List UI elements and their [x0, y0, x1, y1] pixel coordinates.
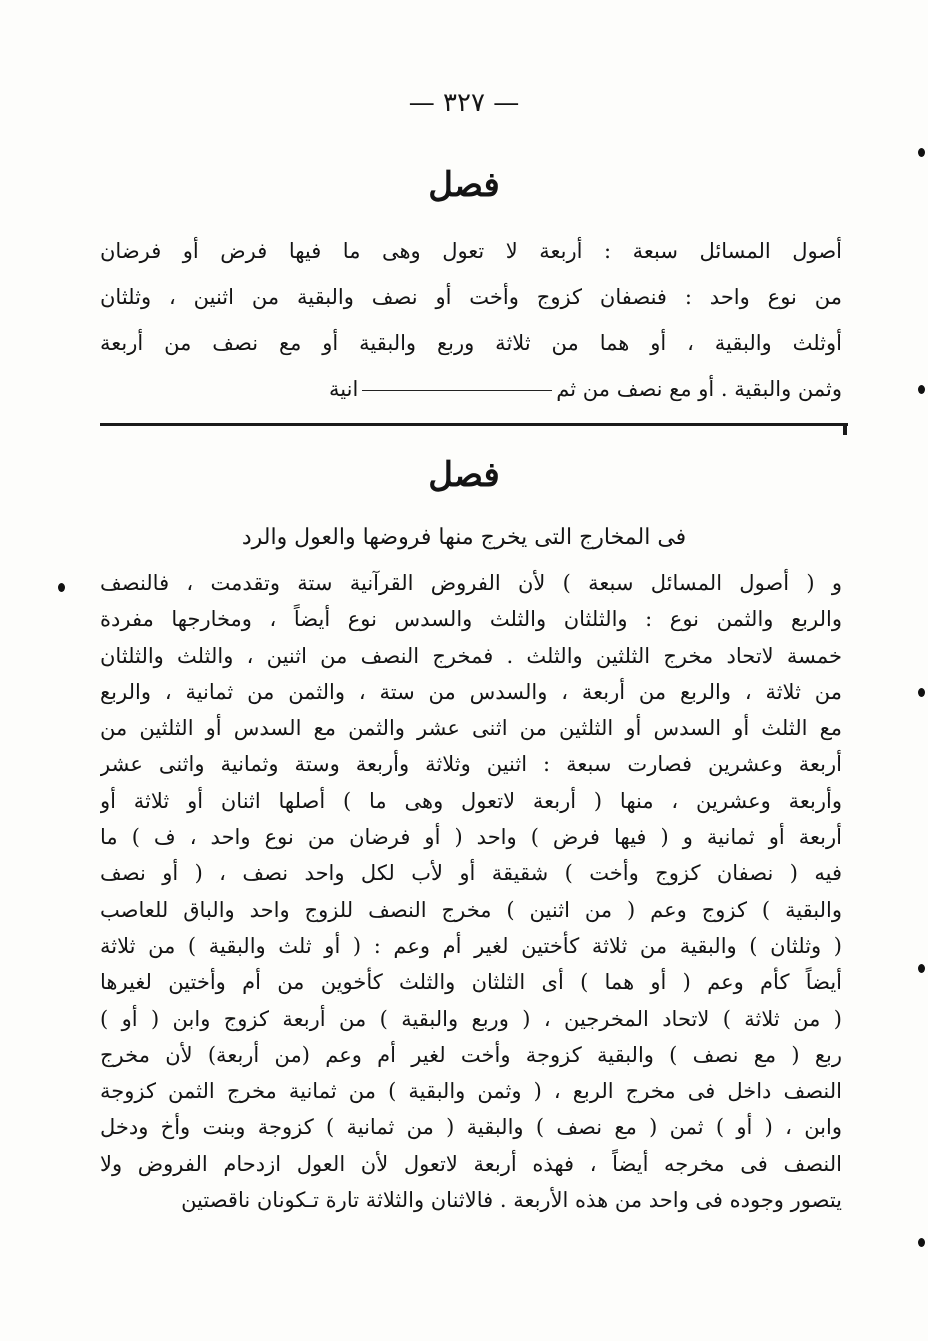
body-line: و ( أصول المسائل سبعة ) لأن الفروض القرآنية ستة وتقدمت ، فالنصف [100, 571, 842, 595]
body-line: أربعة أو ثمانية و ( فيها فرض ) واحد ( أو فرضان من نوع واحد ، ف ) ما [100, 825, 842, 850]
body-line-broken [100, 366, 842, 412]
section-divider [100, 423, 848, 426]
body-line: أيضاً كأم وعم ( أو هما ) أى الثلثان والثلث كأخوين من أم وأختين لغيرها [100, 970, 842, 995]
body-line: يتصور وجوده فى واحد من هذه الأربعة . فالاثنان والثلاثة تارة تـكونان ناقصتين [181, 1188, 842, 1213]
margin-speck [918, 964, 925, 973]
margin-speck [58, 583, 65, 592]
body-line: والربع والثمن نوع : والثلثان والثلث والسدس نوع أيضاً ، ومخارجها مفردة [100, 607, 842, 632]
line-end: انية [329, 377, 359, 401]
margin-speck [918, 688, 925, 697]
margin-speck [918, 1238, 925, 1247]
line-start: وثمن والبقية . أو مع نصف من ثم [556, 377, 842, 401]
body-line: ( وثلثان ) والبقية من ثلاثة كأختين لغير أم وعم : ( أو ثلث والبقية ) من ثلاثة [100, 933, 842, 958]
section-2-subtitle: فى المخارج التى يخرج منها فروضها والعول والرد [241, 525, 687, 550]
body-line: أربعة وعشرين فصارت سبعة : اثنين وثلاثة وأربعة وستة وثمانية واثنى عشر [100, 752, 842, 777]
section-1-body [100, 228, 842, 412]
body-line: ربع ( مع نصف ) والبقية كزوجة وأخت لغير أم وعم (من أربعة) لأن مخرج [100, 1042, 842, 1067]
page-number: — ٣٢٧ — [408, 88, 520, 118]
body-line: النصف فى مخرجه أيضاً ، فهذه أربعة لاتعول لأن العول ازدحام الفروض ولا [100, 1151, 842, 1176]
body-line: وابن ، ( أو ) ثمن ( مع نصف ) والبقية ( من ثمانية ) كزوجة وبنت وأخ ودخل [100, 1115, 842, 1140]
body-line: أصول المسائل سبعة : أربعة لا تعول وهى ما فيها فرض أو فرضان [100, 239, 842, 263]
section-1-heading: فصل [428, 165, 500, 205]
margin-speck [918, 148, 925, 157]
line-gap-rule [362, 390, 552, 391]
body-line: وأربعة وعشرين ، منها ( أربعة لاتعول وهى ما ) أصلها اثنان أو ثلاثة أو [100, 788, 842, 813]
divider-tick [843, 423, 847, 435]
body-line: خمسة لاتحاد مخرج الثلثين والثلث . فمخرج النصف من اثنين ، والثلث والثلثان [100, 643, 842, 668]
body-line: أوثلث والبقية ، أو هما من ثلاثة وربع والبقية أو مع نصف من أربعة [100, 331, 842, 355]
body-line: النصف داخل فى مخرج الربع ، ( وثمن والبقية ) من ثمانية مخرج الثمن كزوجة [100, 1079, 842, 1104]
body-line: فيه ( نصفان كزوج وأخت ) شقيقة أو لأب لكل واحد نصف ، ( أو نصف [100, 861, 842, 886]
body-line: من نوع واحد : فنصفان كزوج وأخت أو نصف والبقية من اثنين ، وثلثان [100, 285, 842, 309]
body-line: من ثلاثة ، والربع من أربعة ، والسدس من ستة ، والثمن من ثمانية ، والربع [100, 679, 842, 704]
body-line: مع الثلث أو السدس أو الثلثين من اثنى عشر والثمن مع السدس أو الثلثين من [100, 716, 842, 741]
body-line: والبقية ) كزوج وعم ( من اثنين ) مخرج النصف للزوج واحد والباق للعاصب [100, 897, 842, 922]
section-2-body [100, 565, 842, 1218]
margin-speck [918, 385, 925, 394]
body-line: ( من ثلاثة ) لاتحاد المخرجين ، ( وربع والبقية ) من أربعة كزوج وابن ( أو ) [100, 1006, 842, 1031]
section-2-heading: فصل [428, 455, 500, 495]
